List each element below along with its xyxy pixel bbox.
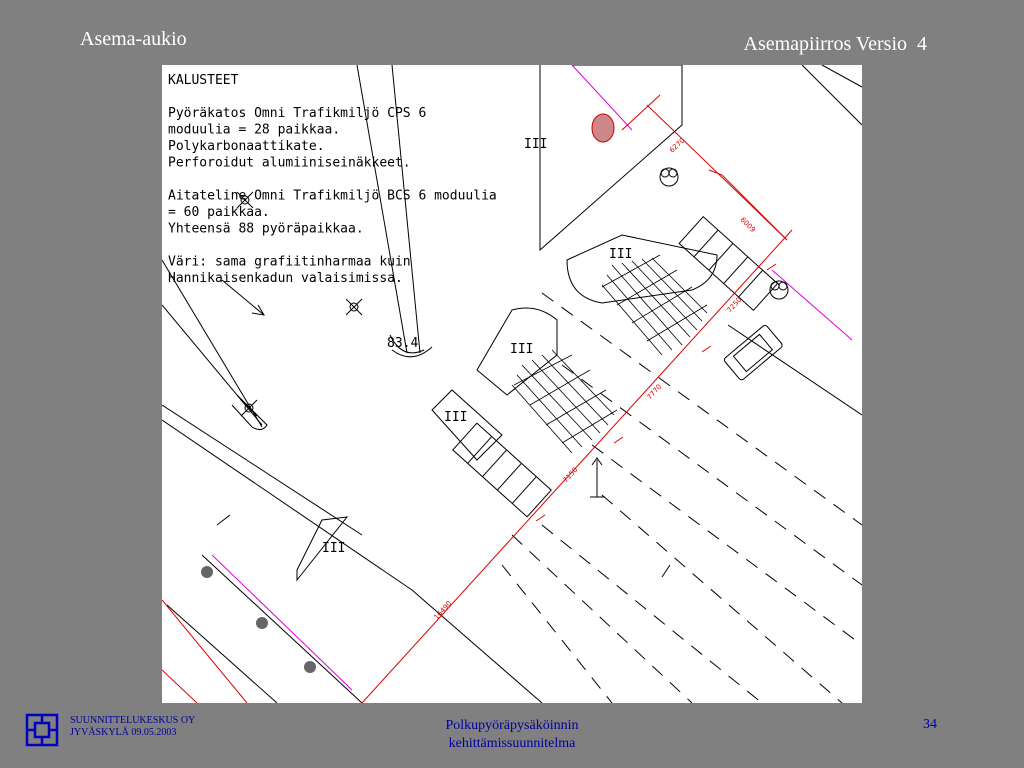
tree [660, 168, 678, 186]
note-line: KALUSTEET [168, 73, 239, 88]
dimension-label: 16490 [432, 599, 454, 622]
note-line: Aitateline Omni Trafikmiljö BCS 6 moduulia [168, 188, 497, 204]
note-line: = 60 paikkaa. [168, 205, 270, 220]
bollard [201, 566, 213, 578]
street-edge [412, 590, 542, 703]
project-title-line1: Polkupyöräpysäköinnin [445, 718, 579, 733]
slide-title: Asema-aukio [80, 28, 187, 50]
tick-mark [217, 515, 230, 525]
note-line: Pyöräkatos Omni Trafikmiljö CPS 6 [168, 106, 427, 121]
site-plan-svg [162, 65, 862, 703]
note-line: Väri: sama grafiitinharmaa kuin [168, 254, 411, 270]
road-edge-right [802, 65, 862, 125]
island-small [432, 390, 502, 460]
road-edge-right [822, 65, 862, 87]
site-plan-drawing [162, 65, 862, 703]
dimension-lines [162, 95, 792, 703]
bollard [304, 661, 316, 673]
light-post [346, 299, 362, 315]
dimension-label: 7250 [725, 295, 744, 315]
island-mark: III [609, 247, 633, 262]
company-logo-icon [25, 713, 59, 747]
footer-project-title [412, 717, 612, 753]
org-location-date: JYVÄSKYLÄ 09.05.2003 [70, 727, 177, 738]
car [723, 324, 783, 381]
light-post [241, 400, 257, 416]
tick-mark [662, 565, 670, 577]
note-line: Polykarbonaattikate. [168, 139, 325, 154]
tree [770, 281, 788, 299]
note-line [168, 238, 176, 253]
footer-organization [70, 715, 195, 739]
pole-symbol [590, 458, 604, 497]
project-title-line2: kehittämissuunnitelma [448, 736, 576, 751]
dimension-label: 7150 [561, 465, 580, 485]
red-marker [592, 114, 614, 142]
island-mark: III [322, 541, 346, 556]
org-name: SUUNNITTELUKESKUS OY [70, 715, 196, 726]
street-edge [162, 420, 412, 590]
dimension-label: 6270 [667, 136, 687, 155]
drawing-notes [168, 73, 497, 286]
bike-shelter-upper [679, 217, 777, 311]
page-number: 34 [923, 717, 937, 732]
island-upper [567, 235, 717, 303]
bike-rack-lower [512, 350, 617, 453]
note-line [168, 172, 176, 187]
island-mark: III [444, 410, 468, 425]
bike-shelter-lower [453, 423, 551, 517]
bike-rack-upper [602, 255, 707, 355]
dimension-label: 6009 [738, 215, 757, 235]
note-line [168, 90, 176, 105]
note-line: Hannikaisenkadun valaisimissa. [168, 271, 403, 286]
island-mark: III [510, 342, 534, 357]
slide-subtitle: Asemapiirros Versio 4 [743, 33, 927, 55]
dimension-label: 7770 [645, 382, 664, 402]
building-outline-top [540, 65, 682, 250]
island-mark: III [524, 137, 548, 152]
note-line: Yhteensä 88 pyöräpaikkaa. [168, 221, 364, 237]
note-line: Perforoidut alumiiniseinäkkeet. [168, 155, 411, 171]
street-edge [162, 305, 262, 425]
parking-edge [202, 555, 362, 703]
note-line: moduulia = 28 paikkaa. [168, 122, 341, 138]
elevation-label: 83.4 [387, 336, 419, 351]
bollard [256, 617, 268, 629]
